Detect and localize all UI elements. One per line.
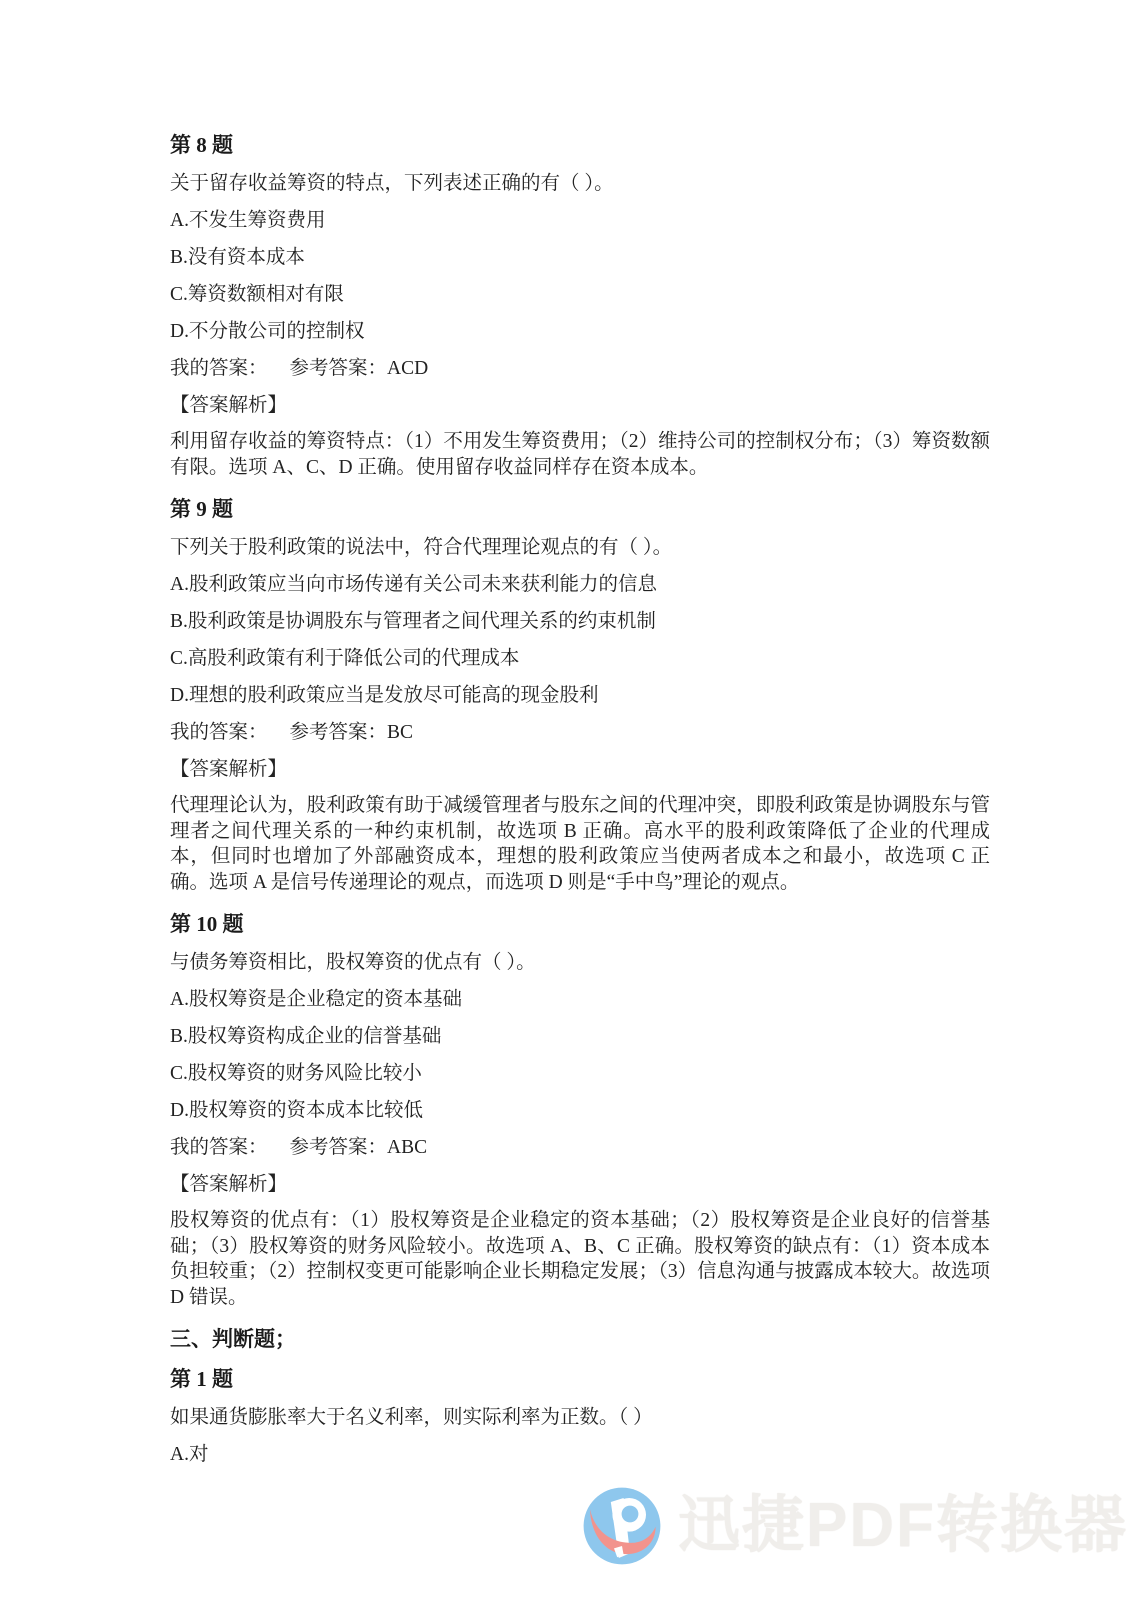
- reference-answer: 参考答案：ABC: [289, 1137, 428, 1158]
- watermark-brand-text: 迅捷PDF转换器: [678, 1491, 1129, 1560]
- question-heading: 第 10 题: [170, 912, 244, 936]
- analysis-text: 利用留存收益的筹资特点：（1）不用发生筹资费用；（2）维持公司的控制权分布；（3）筹资数额有限。选项 A、C、D 正确。使用留存收益同样存在资本成本。: [170, 431, 990, 478]
- question-heading: 第 8 题: [170, 133, 233, 157]
- option-a: A.股权筹资是企业稳定的资本基础: [170, 989, 462, 1010]
- analysis-heading: 【答案解析】: [170, 759, 288, 780]
- option-b: B.没有资本成本: [170, 247, 305, 268]
- option-b: B.股权筹资构成企业的信誉基础: [170, 1026, 442, 1047]
- question-stem: 如果通货膨胀率大于名义利率，则实际利率为正数。（ ）: [170, 1407, 653, 1428]
- question-stem: 关于留存收益筹资的特点，下列表述正确的有（ ）。: [170, 173, 614, 194]
- option-c: C.股权筹资的财务风险比较小: [170, 1063, 422, 1084]
- analysis-text: 代理理论认为，股利政策有助于减缓管理者与股东之间的代理冲突，即股利政策是协调股东与管理者之间代理关系的一种约束机制，故选项 B 正确。高水平的股利政策降低了企业的代理成本，但同时也增加了外部融资成本，理想的股利政策应当使两者成本之和最小，故选项 C 正确。选项 A 是信号传递理论的观点，而选项 D 则是“手中鸟”理论的观点。: [170, 795, 990, 893]
- analysis-text: 股权筹资的优点有：（1）股权筹资是企业稳定的资本基础；（2）股权筹资是企业良好的信誉基础；（3）股权筹资的财务风险较小。故选项 A、B、C 正确。股权筹资的缺点有：（1）资本成本负担较重；（2）控制权变更可能影响企业长期稳定发展；（3）信息沟通与披露成本较大。故选项 D 错误。: [170, 1210, 990, 1308]
- question-block-judgment-1: [170, 1364, 990, 1468]
- reference-answer: 参考答案：ACD: [289, 358, 429, 379]
- section-header-judgment: 三、判断题；: [170, 1327, 296, 1351]
- my-answer-label: 我的答案：: [170, 722, 268, 743]
- option-c: C.高股利政策有利于降低公司的代理成本: [170, 648, 520, 669]
- analysis-heading: 【答案解析】: [170, 1174, 288, 1195]
- xunjie-pdf-logo-icon: [582, 1486, 662, 1566]
- option-b: B.股利政策是协调股东与管理者之间代理关系的约束机制: [170, 611, 656, 632]
- analysis-heading: 【答案解析】: [170, 395, 288, 416]
- document-page-content: [170, 130, 990, 1478]
- answer-line: [170, 719, 990, 746]
- option-a: A.对: [170, 1444, 209, 1465]
- question-heading: 第 1 题: [170, 1367, 233, 1391]
- answer-line: [170, 355, 990, 382]
- question-block-10: [170, 909, 990, 1310]
- reference-answer: 参考答案：BC: [289, 722, 414, 743]
- question-stem: 与债务筹资相比，股权筹资的优点有（ ）。: [170, 952, 536, 973]
- option-a: A.不发生筹资费用: [170, 210, 326, 231]
- option-c: C.筹资数额相对有限: [170, 284, 344, 305]
- watermark: [582, 1486, 1128, 1566]
- my-answer-label: 我的答案：: [170, 1137, 268, 1158]
- option-d: D.理想的股利政策应当是发放尽可能高的现金股利: [170, 685, 599, 706]
- answer-line: [170, 1134, 990, 1161]
- option-d: D.不分散公司的控制权: [170, 321, 365, 342]
- question-block-8: [170, 130, 990, 480]
- question-heading: 第 9 题: [170, 497, 233, 521]
- question-block-9: [170, 494, 990, 895]
- my-answer-label: 我的答案：: [170, 358, 268, 379]
- option-d: D.股权筹资的资本成本比较低: [170, 1100, 423, 1121]
- question-stem: 下列关于股利政策的说法中，符合代理理论观点的有（ ）。: [170, 537, 673, 558]
- option-a: A.股利政策应当向市场传递有关公司未来获利能力的信息: [170, 574, 657, 595]
